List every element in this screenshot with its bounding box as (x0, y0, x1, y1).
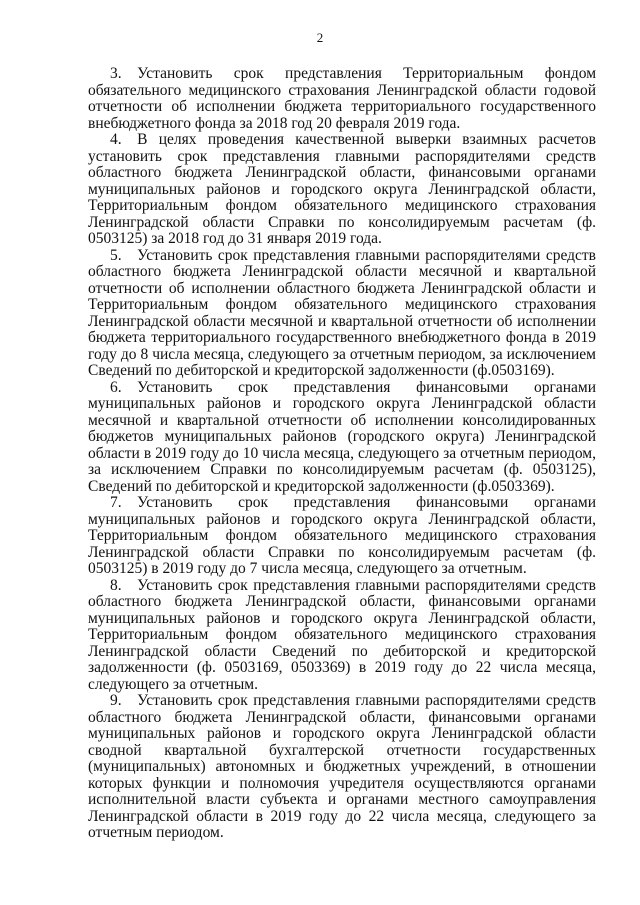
page-number: 2 (316, 30, 324, 45)
paragraph-6: 6. Установить срок представления финансовыми органами муниципальных районов и городского округа Ленинградской области месячной и квартальной отчетности об исполнении консолидированных бюджетов муниципальных районов (городского округа) Ленинградской области в 2019 году до 10 числа месяца, следующего за отчетным периодом, за исключением Справки по консолидируемым расчетам (ф. 0503125), Сведений по дебиторской и кредиторской задолженности (ф.0503369). (88, 378, 596, 495)
paragraph-4: 4. В целях проведения качественной выверки взаимных расчетов установить срок представления главными распорядителями средств областного бюджета Ленинградской области, финансовыми органами муниципальных районов и городского округа Ленинградской области, Территориальным фондом обязательного медицинского страхования Ленинградской области Справки по консолидируемым расчетам (ф. 0503125) за 2018 год до 31 января 2019 года. (88, 131, 596, 247)
paragraph-5: 5. Установить срок представления главными распорядителями средств областного бюджета Ленинградской области месячной и квартальной отчетности об исполнении областного бюджета Ленинградской области и Территориальным фондом обязательного медицинского страхования Ленинградской области месячной и квартальной отчетности об исполнении бюджета территориального государственного внебюджетного фонда в 2019 году до 8 числа месяца, следующего за отчетным периодом, за исключением Сведений по дебиторской и кредиторской задолженности (ф.0503169). (88, 246, 596, 379)
paragraph-7: 7. Установить срок представления финансовыми органами муниципальных районов и городского округа Ленинградской области, Территориальным фондом обязательного медицинского страхования Ленинградской области Справки по консолидируемым расчетам (ф. 0503125) в 2019 году до 7 числа месяца, следующего за отчетным. (88, 494, 596, 577)
paragraph-9: 9. Установить срок представления главными распорядителями средств областного бюджета Ленинградской области, финансовыми органами муниципальных районов и городского округа Ленинградской области сводной квартальной бухгалтерской отчетности государственных (муниципальных) автономных и бюджетных учреждений, в отношении которых функции и полномочия учредителя осуществляются органами исполнительной власти субъекта и органами местного самоуправления Ленинградской области в 2019 году до 22 числа месяца, следующего за отчетным периодом. (88, 692, 596, 841)
document-body (88, 66, 596, 842)
paragraph-8: 8. Установить срок представления главными распорядителями средств областного бюджета Ленинградской области, финансовыми органами муниципальных районов и городского округа Ленинградской области, Территориальным фондом обязательного медицинского страхования Ленинградской области Сведений по дебиторской и кредиторской задолженности (ф. 0503169, 0503369) в 2019 году до 22 числа месяца, следующего за отчетным. (88, 576, 596, 693)
paragraph-3: 3. Установить срок представления Территориальным фондом обязательного медицинского страхования Ленинградской области годовой отчетности об исполнении бюджета территориального государственного внебюджетного фонда за 2018 год 20 февраля 2019 года. (88, 65, 596, 132)
